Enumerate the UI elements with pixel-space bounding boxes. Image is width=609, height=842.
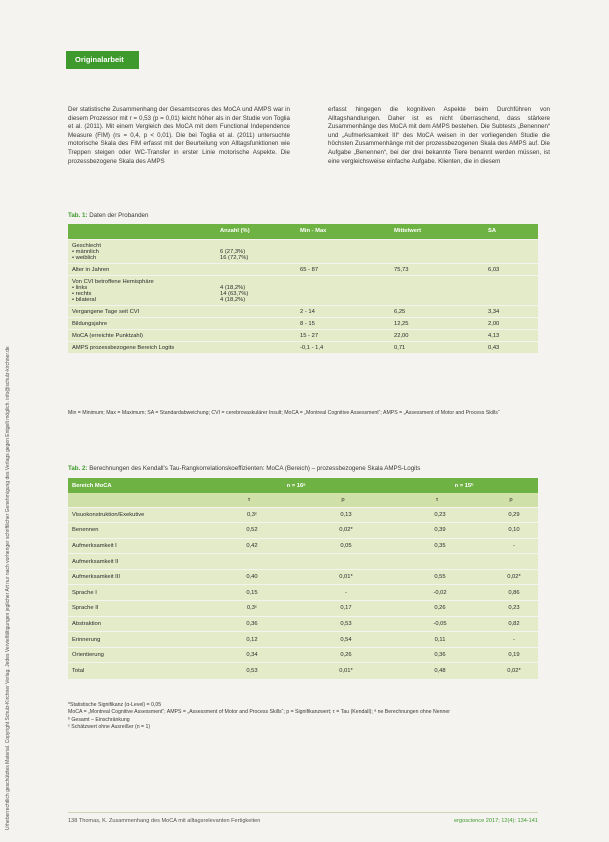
table2-subheader-empty [68,493,202,507]
table1-mean [390,275,484,305]
table2-p-group1: 0,54 [340,636,352,643]
table1-row [68,239,538,263]
table2-area: Aufmerksamkeit II [72,558,119,565]
table2-footnote-line: *Statistische Signifikanz (α-Level) = 0,05 [68,702,162,708]
table1-sd: 2,00 [488,320,500,327]
body-column-left [68,106,290,166]
table1-mean: 12,25 [394,320,409,327]
table1-row [68,329,538,341]
table2-p-group1: 0,26 [340,652,352,659]
table2-p-group2: 0,02* [507,667,521,674]
body-text-right: erfasst hingegen die kognitiven Aspekte beim Durchführen von Alltagshandlungen. Daher ist es nicht überraschend, dass stärkere Zusammenhänge des MoCA mit dem AMPS bestehen. Die Subtests „Benennen“ und „Aufmerksamkeit III“ des MoCA weisen in der vorliegenden Studie die höchsten Zusammenhänge mit der prozessbezogenen Skala des AMPS auf. Die Aufgabe „Benennen“, bei der drei bekannte Tiere benannt werden müssen, ist eine vergleichsweise einfache Aufgabe. Klienten, die in diesem [328,106,550,165]
body-text-left: Der statistische Zusammenhang der Gesamtscores des MoCA und AMPS war in diesem Prozessor mit r = 0,53 (p = 0,01) leicht höher als in der Studie von Toglia et al. (2011). Mit einem Vergleich des MoCA mit dem Functional Independence Measure (FIM) (rs = 0,4, p < 0,01). Die bei Toglia et al. (2011) untersuchte motorische Skala des FIM erfasst mit der Beurteilung von Alltagsfunktionen wie Treppen steigen oder WC-Transfer in erster Linie motorische Aspekte. Die prozessbezogene Skala des AMPS [68,106,290,165]
table1-sd [484,239,538,263]
table2-p-group1: 0,13 [340,511,352,518]
table2-footnote-line: ᵇ Gesamt – Einschränkung [68,716,130,723]
table2-tau-group2: 0,48 [434,667,446,674]
table2-p-group2: - [513,636,515,643]
table1-caption-label: Tab. 1: [68,212,88,219]
table2-p-group2: 0,10 [508,527,520,534]
table1-row-label: Von CVI betroffene Hemisphäre • links • rechts • bilateral [72,278,154,303]
table2-p-group1: 0,01* [339,667,353,674]
table1-mean [390,239,484,263]
table2-footnote-line: MoCA = „Montreal Cognitive Assessment“; AMPS = „Assessment of Motor and Process Skills“; p = Signifikanzwert; τ = Tau (Kendall); ᵃ ne Berechnungen ohne Nenner [68,709,450,716]
body-column-right [328,106,550,166]
table2-area: Sprache I [72,589,97,596]
table2-tau-group2: -0,05 [433,620,447,627]
table2-p-group2: 0,23 [508,605,520,612]
footer-divider [68,812,538,813]
table1-count [216,341,296,353]
table2-tau-group1: 0,15 [246,589,258,596]
table2-tau-group2: 0,11 [434,636,446,643]
table2-p-group2 [484,554,538,570]
table2-header-group2: n = 15ᵇ [454,482,474,489]
table2-p-group2: 0,86 [508,589,520,596]
table1-range: 15 - 27 [300,332,319,339]
table1-mean: 6,25 [394,308,406,315]
footer-right: ergoscience 2017; 12(4): 134-141 [454,818,538,824]
table1-sd: 4,13 [488,332,500,339]
table1-mean: 22,00 [394,332,409,339]
table2-tau-group1: 0,42 [246,542,258,549]
table1-sd: 0,43 [488,344,500,351]
table2-header-area: Bereich MoCA [72,482,112,489]
table2-row [68,569,538,585]
table1-header-cell: Min - Max [300,228,327,235]
table2-footnote-line: ᶜ Schätzwert ohne Ausreißer (n = 1) [68,723,151,730]
table2-tau-group1: 0,12 [246,636,258,643]
footer-left: 138 Thomas, K. Zusammenhang des MoCA mit alltagsrelevanten Fertigkeiten [68,818,261,824]
table1-caption-text: Daten der Probanden [89,212,149,219]
table2-caption [68,465,420,472]
table2-footnotes [68,702,538,731]
table1-header-cell: SA [488,228,497,235]
table2-tau-group1: 0,53 [246,667,258,674]
table1-row-label: Bildungsjahre [72,320,108,327]
table2-area: Total [72,667,85,674]
table1-row [68,341,538,353]
table1-count [216,305,296,317]
table2-tau-group2 [390,554,484,570]
table2-tau-group1: 0,3ᶜ [246,511,258,518]
table1-count: 4 (18,2%) 14 (63,7%) 4 (18,2%) [220,284,249,303]
table1-range: 2 - 14 [300,308,315,315]
table2-tau-group2: 0,35 [434,542,446,549]
table2-subheader-cell: p [509,496,513,503]
table2-subheader-cell: p [341,496,345,503]
table1-row [68,305,538,317]
table2-row [68,507,538,523]
table2-tau-group1: 0,3ᶜ [246,605,258,612]
table2-area: Aufmerksamkeit I [72,542,117,549]
table1-row-label: Alter in Jahren [72,266,110,273]
table2-p-group2: 0,82 [508,620,520,627]
table2-tau-group1 [202,554,296,570]
table2-p-group1: - [345,589,347,596]
table1-count [216,329,296,341]
table1-footnote: Min = Minimum; Max = Maximum; SA = Standardabweichung; CVI = cerebrovaskulärer Insult; MoCA = „Montreal Cognitive Assessment“; AMPS = „Assessment of Motor and Process Skills“ [68,410,500,416]
table2-row [68,616,538,632]
table2-p-group1: 0,53 [340,620,352,627]
table1-count [216,317,296,329]
table2-row [68,647,538,663]
table2-tau-group1: 0,52 [246,527,258,534]
table2-row [68,663,538,679]
table2-area: Aufmerksamkeit III [72,574,120,581]
table2-row [68,601,538,617]
table1-mean: 75,73 [394,266,409,273]
table2-caption-text: Berechnungen des Kendall's Tau-Rangkorrelationskoeffizienten: MoCA (Bereich) – prozessbezogene Skala AMPS-Logits [89,465,421,472]
table2-p-group1: 0,17 [340,605,352,612]
table2-p-group2: - [513,542,515,549]
table2-row [68,585,538,601]
table1-row [68,317,538,329]
table2-header-row [68,478,538,493]
table2-area: Orientierung [72,652,104,659]
table1-header-row [68,224,538,239]
table1-count [216,263,296,275]
table2-subheader-cell: τ [247,496,251,503]
table2-p-group2: 0,02* [507,574,521,581]
table1-header-cell [68,224,216,239]
table1-sd [484,275,538,305]
table2-area: Erinnerung [72,636,101,643]
table1-row-label: MoCA (erreichte Punktzahl) [72,332,143,339]
table2-p-group1 [296,554,390,570]
table2-subheader-row [68,493,538,507]
table1-range: -0,1 - 1,4 [300,344,324,351]
table1-row-label: Vergangene Tage seit CVI [72,308,140,315]
table2-tau-group1: 0,36 [246,620,258,627]
table2-area: Visuokonstruktion/Exekutive [72,511,145,518]
table1-caption [68,212,148,219]
table2-tau-group2: -0,02 [433,589,447,596]
participant-data-table [68,224,538,353]
table1-range: 8 - 15 [300,320,315,327]
table2-tau-group2: 0,26 [434,605,446,612]
table1-sd: 3,34 [488,308,500,315]
correlation-table [68,478,538,679]
section-tab: Originalarbeit [66,51,139,69]
table2-p-group2: 0,19 [508,652,520,659]
table1-header-cell: Anzahl (%) [220,228,250,235]
table2-tau-group2: 0,23 [434,511,446,518]
table1-range [296,239,390,263]
table2-area: Sprache II [72,605,99,612]
table2-row [68,523,538,539]
table2-caption-label: Tab. 2: [68,465,88,472]
table1-sd: 6,03 [488,266,500,273]
table2-p-group1: 0,02* [339,527,353,534]
table1-header-cell: Mittelwert [394,228,422,235]
table2-area: Abstraktion [72,620,101,627]
table2-tau-group2: 0,39 [434,527,446,534]
table2-row [68,632,538,648]
table1-row-label: Geschlecht • männlich • weiblich [72,242,101,261]
table1-range: 65 - 87 [300,266,319,273]
table2-header-group1: n = 16ᵃ [286,482,306,489]
table2-tau-group1: 0,34 [246,652,258,659]
table1-row-label: AMPS prozessbezogene Bereich Logits [72,344,175,351]
table2-p-group1: 0,01* [339,574,353,581]
table2-p-group2: 0,29 [508,511,520,518]
table2-p-group1: 0,05 [340,542,352,549]
table1-mean: 0,71 [394,344,406,351]
copyright-side-note: Urheberrechtlich geschütztes Material. Copyright Schulz-Kirchner Verlag. Jedes Vervielfältigungen jeglicher Art nur nach vorheriger schriftlicher Genehmigung des Verlags gegen Entgelt möglich. info@schulz-kirchner.de [5,346,11,830]
table2-subheader-cell: τ [435,496,439,503]
table1-row [68,275,538,305]
table2-row [68,538,538,554]
table1-count: 6 (27,3%) 16 (72,7%) [220,248,249,261]
table1-range [296,275,390,305]
table2-row [68,554,538,570]
table2-tau-group2: 0,55 [434,574,446,581]
table2-area: Benennen [72,527,99,534]
table2-tau-group1: 0,40 [246,574,258,581]
table1-row [68,263,538,275]
table2-tau-group2: 0,36 [434,652,446,659]
